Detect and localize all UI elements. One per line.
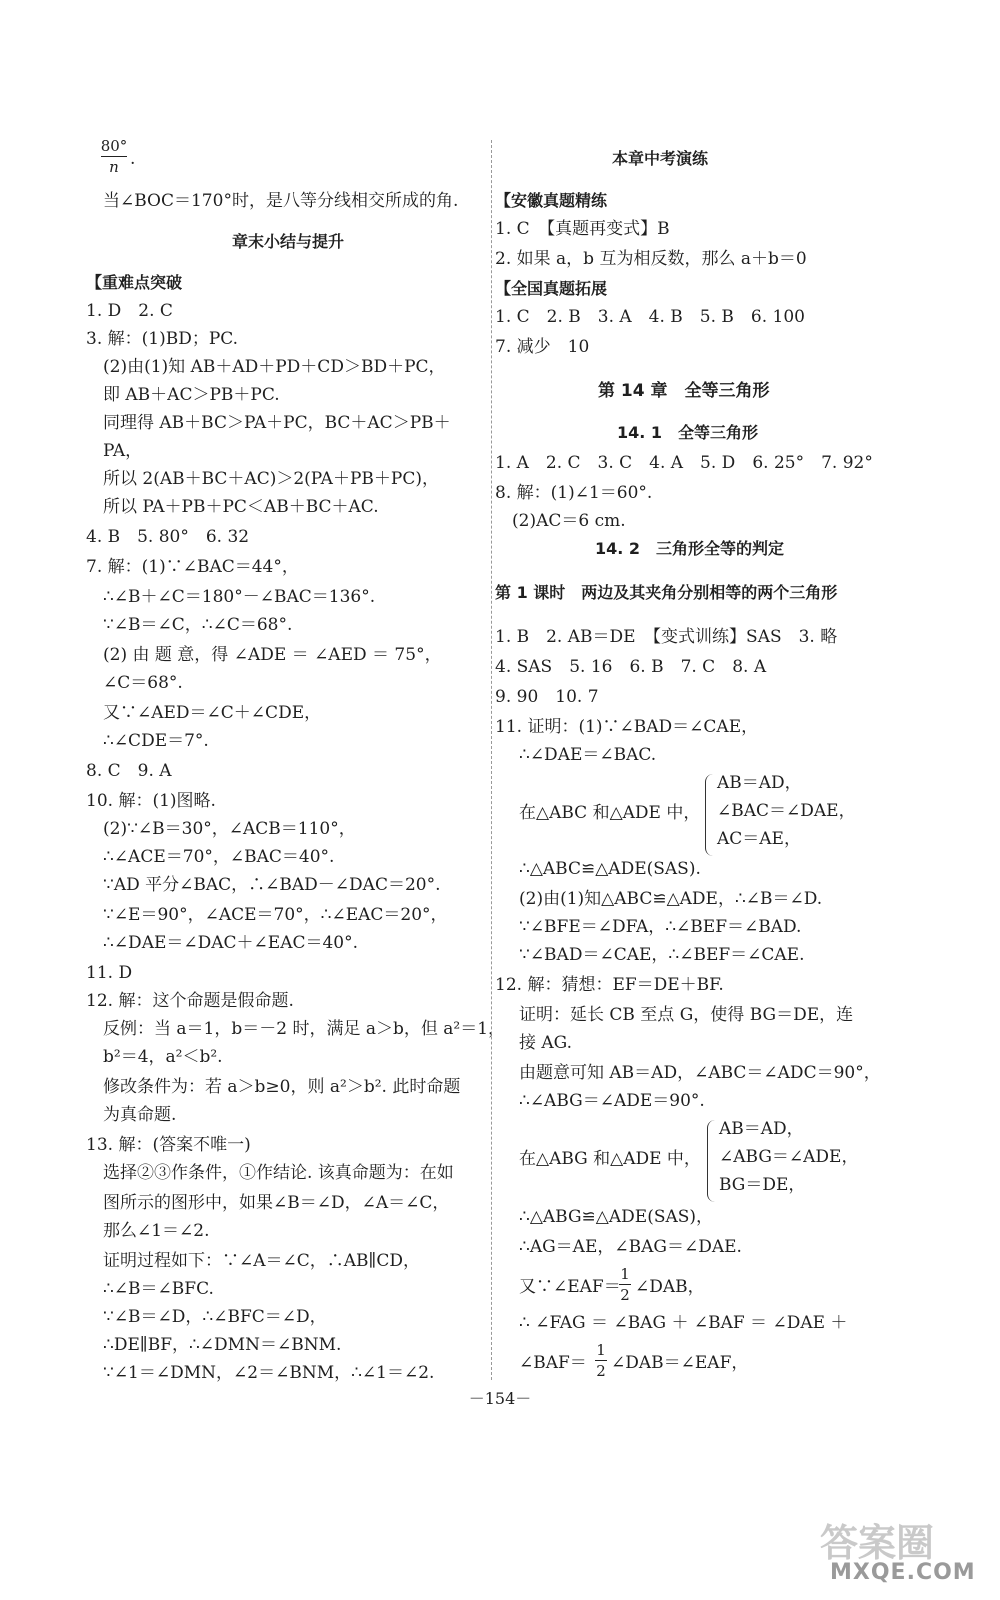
section-header: 【全国真题拓展	[495, 279, 608, 298]
fraction-80-over-n	[100, 136, 128, 177]
answer-line: 8. C 9. A	[86, 761, 172, 781]
answer-line: ∴△ABG≌△ADE(SAS)，	[519, 1207, 714, 1227]
answer-line: (2)由(1)知 AB＋AD＋PD＋CD＞BD＋PC，	[103, 357, 446, 377]
fraction-denominator: n	[109, 158, 119, 176]
answer-line: ∴∠DAE＝∠DAC＋∠EAC＝40°.	[103, 933, 359, 953]
answer-line: ∵∠1＝∠DMN，∠2＝∠BNM，∴∠1＝∠2.	[103, 1363, 435, 1383]
watermark-site: MXQE.COM	[830, 1560, 976, 1585]
answer-line: 所以 PA＋PB＋PC＜AB＋BC＋AC.	[103, 497, 379, 517]
page-number: －154－	[468, 1389, 532, 1408]
fraction-numerator: 1	[596, 1341, 606, 1359]
section-title: 章末小结与提升	[232, 232, 345, 251]
answer-line: 10. 解：(1)图略.	[86, 791, 216, 811]
answer-line: 图所示的图形中，如果∠B＝∠D，∠A＝∠C，	[103, 1193, 450, 1213]
answer-line: 11. D	[86, 963, 133, 983]
answer-line: 8. 解：(1)∠1＝60°.	[495, 483, 653, 503]
subsection-title: 14. 1 全等三角形	[617, 423, 759, 442]
answer-line: 1. A 2. C 3. C 4. A 5. D 6. 25° 7. 92°	[495, 453, 873, 473]
section-header: 【重难点突破	[86, 273, 183, 292]
answer-line: 4. B 5. 80° 6. 32	[86, 527, 250, 547]
answer-line: 又∵∠AED＝∠C＋∠CDE，	[103, 703, 322, 723]
answer-line: (2)AC＝6 cm.	[512, 511, 626, 531]
answer-line: 4. SAS 5. 16 6. B 7. C 8. A	[495, 657, 767, 677]
system-row: BG＝DE，	[719, 1175, 806, 1195]
answer-line: (2) 由 题 意，得 ∠ADE ＝ ∠AED ＝ 75°，	[103, 645, 442, 665]
answer-line: ∴DE∥BF，∴∠DMN＝∠BNM.	[103, 1335, 342, 1355]
answer-line: 12. 解：这个命题是假命题.	[86, 991, 294, 1011]
system-row: AB＝AD，	[717, 773, 802, 793]
answer-line: ∵∠E＝90°，∠ACE＝70°，∴∠EAC＝20°，	[103, 905, 448, 925]
answer-line: 3. 解：(1)BD；PC.	[86, 329, 239, 349]
answer-line: 1. B 2. AB＝DE 【变式训练】SAS 3. 略	[495, 627, 838, 647]
text-line: 当∠BOC＝170°时，是八等分线相交所成的角.	[103, 191, 459, 211]
answer-line: ∵∠BAD＝∠CAE，∴∠BEF＝∠CAE.	[519, 945, 805, 965]
answer-line: ∠DAB＝∠EAF，	[611, 1353, 749, 1373]
answer-line: ∠C＝68°.	[103, 673, 183, 693]
system-row: ∠BAC＝∠DAE，	[717, 801, 856, 821]
answer-line: 修改条件为：若 a＞b≥0，则 a²＞b². 此时命题	[103, 1077, 461, 1097]
column-divider	[491, 140, 492, 1380]
system-prefix: 在△ABG 和△ADE 中，	[519, 1149, 701, 1169]
answer-line: ∴∠ABG＝∠ADE＝90°.	[519, 1091, 705, 1111]
answer-line: 9. 90 10. 7	[495, 687, 599, 707]
system-row: ∠ABG＝∠ADE，	[719, 1147, 859, 1167]
fraction-tail: .	[130, 149, 136, 169]
system-row: AC＝AE，	[717, 829, 801, 849]
answer-line: 1. C 【真题再变式】B	[495, 219, 670, 239]
answer-line: ∵AD 平分∠BAC，∴∠BAD－∠DAC＝20°.	[103, 875, 441, 895]
answer-line: ∴△ABC≌△ADE(SAS).	[519, 859, 701, 879]
answer-line: 那么∠1＝∠2.	[103, 1221, 210, 1241]
answer-line: ∠BAF＝	[519, 1353, 587, 1373]
system-row: AB＝AD，	[719, 1119, 804, 1139]
answer-line: (2)由(1)知△ABC≌△ADE，∴∠B＝∠D.	[519, 889, 823, 909]
answer-line: ∴ ∠FAG ＝ ∠BAG ＋ ∠BAF ＝ ∠DAE ＋	[519, 1313, 848, 1333]
lesson-title: 第 1 课时 两边及其夹角分别相等的两个三角形	[495, 583, 838, 602]
fraction-numerator: 80°	[100, 137, 128, 155]
answer-line: ∠DAB，	[635, 1277, 705, 1297]
answer-line: 11. 证明：(1)∵∠BAD＝∠CAE，	[495, 717, 759, 737]
answer-line: 同理得 AB＋BC＞PA＋PC，BC＋AC＞PB＋	[103, 413, 451, 433]
answer-line: ∵∠BFE＝∠DFA，∴∠BEF＝∠BAD.	[519, 917, 802, 937]
answer-line: ∵∠B＝∠C，∴∠C＝68°.	[103, 615, 293, 635]
left-brace	[705, 774, 714, 856]
answer-line: 证明：延长 CB 至点 G，使得 BG＝DE，连	[519, 1005, 854, 1025]
answer-line: 选择②③作条件，①作结论. 该真命题为：在如	[103, 1163, 454, 1183]
answer-line: 又∵∠EAF＝	[519, 1277, 621, 1297]
fraction-one-half	[593, 1340, 609, 1381]
answer-line: PA，	[103, 441, 143, 461]
answer-line: 为真命题.	[103, 1105, 177, 1125]
answer-line: ∴∠B＝∠BFC.	[103, 1279, 214, 1299]
answer-line: 证明过程如下：∵∠A＝∠C，∴AB∥CD，	[103, 1251, 421, 1271]
answer-line: (2)∵∠B＝30°，∠ACB＝110°，	[103, 819, 356, 839]
answer-line: 即 AB＋AC＞PB＋PC.	[103, 385, 280, 405]
answer-line: 7. 解：(1)∵∠BAC＝44°，	[86, 557, 299, 577]
answer-line: 接 AG.	[519, 1033, 573, 1053]
section-title: 本章中考演练	[612, 149, 709, 168]
watermark-logo-chars: 答案圈	[820, 1521, 935, 1565]
answer-line: 所以 2(AB＋BC＋AC)＞2(PA＋PB＋PC)，	[103, 469, 439, 489]
section-header: 【安徽真题精练	[495, 191, 608, 210]
answer-line: 13. 解：(答案不唯一)	[86, 1135, 251, 1155]
left-brace	[707, 1120, 716, 1202]
answer-line: ∴∠CDE＝7°.	[103, 731, 209, 751]
answer-line: 2. 如果 a，b 互为相反数，那么 a＋b＝0	[495, 249, 807, 269]
answer-line: ∴∠ACE＝70°，∠BAC＝40°.	[103, 847, 335, 867]
answer-line: ∴∠DAE＝∠BAC.	[519, 745, 657, 765]
answer-line: 反例：当 a＝1，b＝－2 时，满足 a＞b，但 a²＝1，	[103, 1019, 506, 1039]
chapter-title: 第 14 章 全等三角形	[598, 381, 770, 401]
fraction-denominator: 2	[596, 1362, 606, 1380]
answer-line: ∴∠B＋∠C＝180°－∠BAC＝136°.	[103, 587, 376, 607]
answer-line: 由题意可知 AB＝AD，∠ABC＝∠ADC＝90°，	[519, 1063, 881, 1083]
system-prefix: 在△ABC 和△ADE 中，	[519, 803, 701, 823]
fraction-one-half	[617, 1264, 633, 1305]
answer-line: b²＝4，a²＜b².	[103, 1047, 223, 1067]
answer-line: ∴AG＝AE，∠BAG＝∠DAE.	[519, 1237, 742, 1257]
answer-line: ∵∠B＝∠D，∴∠BFC＝∠D，	[103, 1307, 327, 1327]
fraction-denominator: 2	[620, 1286, 630, 1304]
answer-line: 1. C 2. B 3. A 4. B 5. B 6. 100	[495, 307, 805, 327]
answer-line: 12. 解：猜想：EF＝DE＋BF.	[495, 975, 724, 995]
answer-line: 1. D 2. C	[86, 301, 173, 321]
subsection-title: 14. 2 三角形全等的判定	[595, 539, 785, 558]
fraction-numerator: 1	[620, 1265, 630, 1283]
answer-line: 7. 减少 10	[495, 337, 590, 357]
